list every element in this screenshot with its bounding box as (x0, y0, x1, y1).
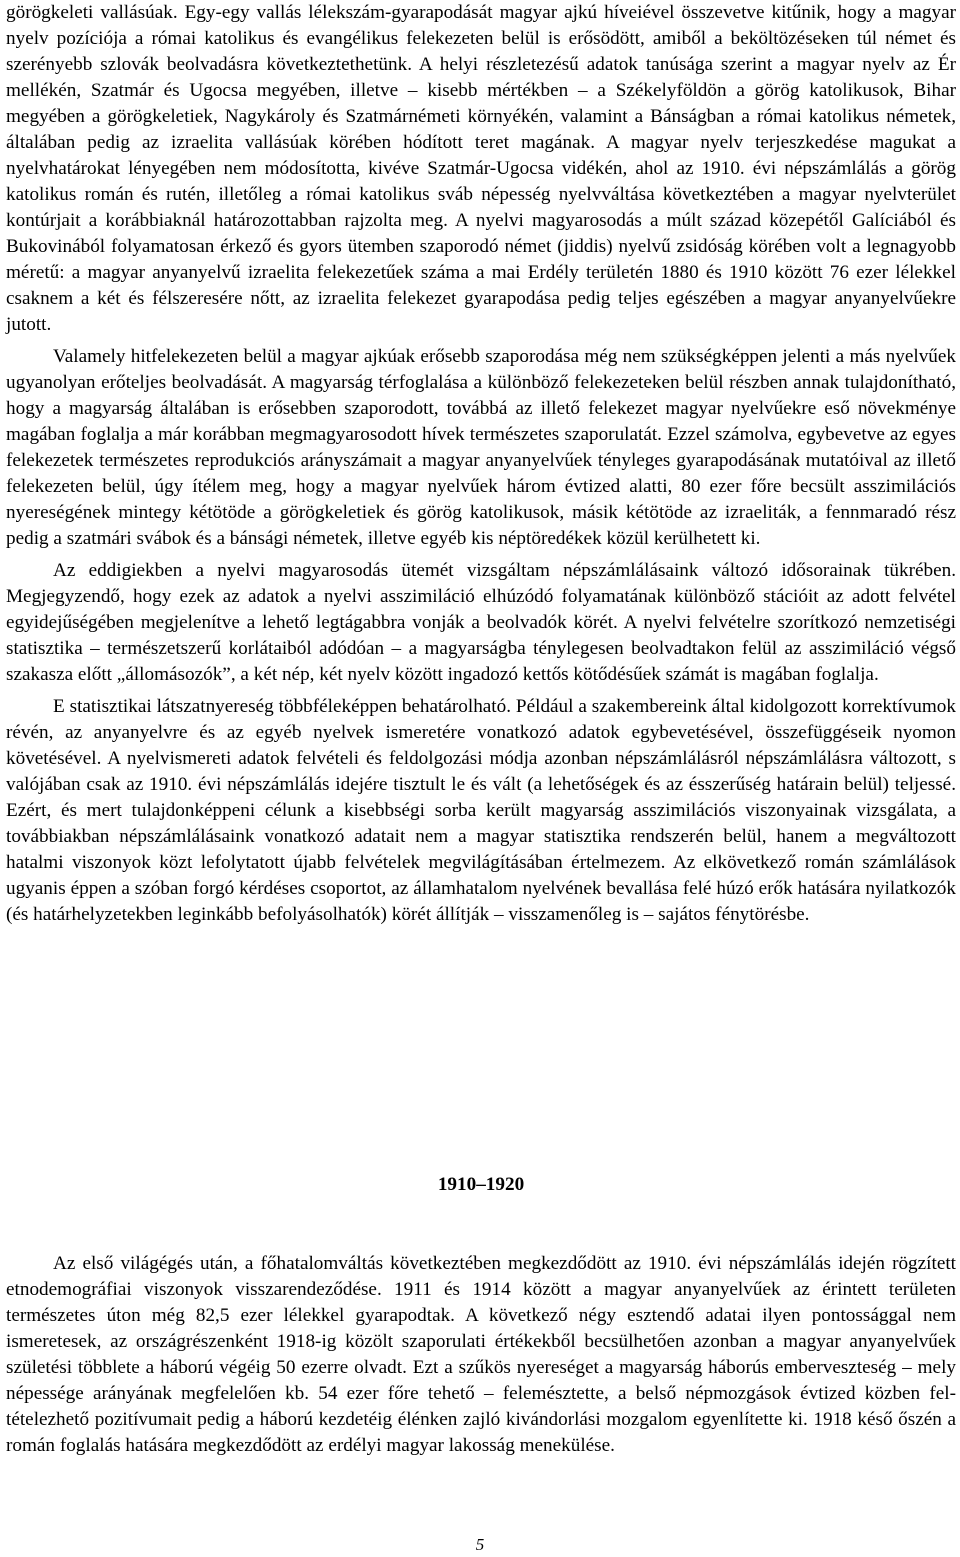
body-paragraph-1: görögkeleti vallásúak. Egy-egy vallás lélekszám-gyarapodását magyar ajkú híveiével összevetve kitűnik, hogy a magyar nyelv pozíciója a római katolikus és evangélikus felekezeten belül is erősödött, amiből a beköltözéseken túl német és szerényebb szlovák beolvadásra következtethetünk. A helyi részletezésű adatok tanúsága szerint a magyar nyelv az Ér mellékén, Szatmár és Ugocsa megyében, illetve – kisebb mértékben – a Székelyföldön a görög katolikusok, Bihar megyében a görögkeletiek, Nagykároly és Szatmárnémeti környékén, valamint a Bánságban a római katolikus németek, általában pedig az izraelita vallásúak körében hódított teret magának. A magyar nyelv terjeszkedése magukat a nyelvhatárokat lényegében nem módosította, kivéve Szatmár-Ugocsa vidékén, ahol az 1910. évi népszámlálás a görög katolikus román és rutén, illetőleg a római katolikus sváb népesség nyelvváltása következtében a magyar nyelvterület kontúrjait a korábbiaknál határozottabban rajzolta meg. A nyelvi magyarosodás a múlt század közepétől Galíciából és Bukovinából folyamatosan érkező és gyors ütemben szaporodó német (jiddis) nyelvű zsidóság körében volt a legnagyobb méretű: a magyar anyanyelvű izraelita felekezetűek száma a mai Erdély területén 1880 és 1910 között 76 ezer lélekkel csaknem a két és félszeresére nőtt, az izraelita felekezet gyarapodása pedig teljes egészében a magyar anyanyelvűekre jutott. (6, 2, 956, 335)
body-paragraph-5: Az első világégés után, a főhatalomváltás következtében megkezdődött az 1910. évi népszámlálás idején rögzített etnodemográfiai viszonyok visszarendeződése. 1911 és 1914 között a magyar anyanyelvűek az érintett területen természetes úton még 82,5 ezer lélekkel gyarapodtak. A következő négy esztendő adatai ilyen pontossággal nem ismeretesek, az országrészenként 1918-ig közölt szaporulati értékekből becsülhetően azonban a magyar anyanyelvűek születési többlete a háború végéig 50 ezerre olvadt. Ezt a szűkös nyereséget a magyarság háborús emberveszteség – mely népessége arányának megfelelően kb. 54 ezer főre tehető – felemésztette, a belső népmozgások évtized közben feltételezhető pozitívumait pedig a háború kezdetéig élénken zajló kivándorlási mozgalom egyenlítette ki. 1918 késő őszén a román foglalás hatására megkezdődött az erdélyi magyar lakosság menekülése. (6, 1253, 956, 1456)
body-paragraph-3: Az eddigiekben a nyelvi magyarosodás ütemét vizsgáltam népszámlálásaink változó idősorainak tükrében. Megjegyzendő, hogy ezek az adatok a nyelvi asszimiláció elhúzódó folyamatának különböző stációit az adott felvétel egyidejűségében megjelenítve a lehető legtágabbra vonják a beolvadók körét. A nyelvi felvételre szorítkozó nemzetiségi statisztika – természetszerű korlátaiból adódóan – a magyarságba ténylegesen beolvadtakon felül az asszimiláció végső szakasza előtt „állomásozók”, a két nép, két nyelv között ingadozó kettős kötődésűek számát is magában foglalja. (6, 560, 956, 685)
page-number: 5 (475, 1535, 485, 1554)
section-heading: 1910–1920 (437, 1174, 525, 1195)
document-page (6, 0, 956, 1456)
body-paragraph-4: E statisztikai látszatnyereség többféleképpen behatárolható. Például a szakembereink által kidolgozott korrektívumok révén, az anyanyelvre és az egyéb nyelvek ismeretére vonatkozó adatok egybevetésével, összefüggéseik nyomon követésével. A nyelvismereti adatok felvételi és feldolgozási módja azonban népszámlálásról népszámlálásra változott, s valójában csak az 1910. évi népszámlálás idejére tisztult le és vált (a lehetőségek és az ésszerűség határain belül) teljessé. Ezért, és mert tulajdonképpeni célunk a kisebbségi sorba került magyarság asszimilációs viszonyainak vizsgálata, a továbbiakban népszámlálásaink vonatkozó adatait nem a magyar statisztika rendszerén belül, hanem a megváltozott hatalmi viszonyok közt lefolytatott újabb felvételek megvilágításában értelmezem. Az elkövetkező román számlálások ugyanis éppen a szóban forgó kérdéses csoportot, az államhatalom nyelvének bevallása felé húzó erők hatására nyilatkozók (és határhelyzetekben leginkább befolyásolhatók) körét állítják – visszamenőleg is – sajátos fénytörésbe. (6, 696, 956, 925)
section-body (6, 1251, 956, 1459)
body-paragraph-2: Valamely hitfelekezeten belül a magyar ajkúak erősebb szaporodása még nem szükségképpen jelenti a más nyelvűek ugyanolyan erőteljes beolvadását. A magyarság térfoglalása a különböző felekezeteken belül részben annak tulajdonítható, hogy a magyarság általában is erősebben szaporodott, továbbá az illető felekezet magyar nyelvűekre eső növekménye magában foglalja a már korábban megmagyarosodott hívek természetes szaporulatát. Ezzel számolva, egybevetve az egyes felekezetek természetes reprodukciós arányszámait a magyar anyanyelvűek tényleges gyarapodásának mutatóival az illető felekezeten belül, úgy ítélem meg, hogy a magyar nyelvűek három évtized alatti, 80 ezer főre becsült asszimilációs nyereségének mintegy kétötöde a görögkeletiek és görög katolikusok, másik kétötöde az izraeliták, a fennmaradó rész pedig a szatmári svábok és a bánsági németek, illetve egyéb kis néptöredékek közül kerülhetett ki. (6, 346, 956, 549)
